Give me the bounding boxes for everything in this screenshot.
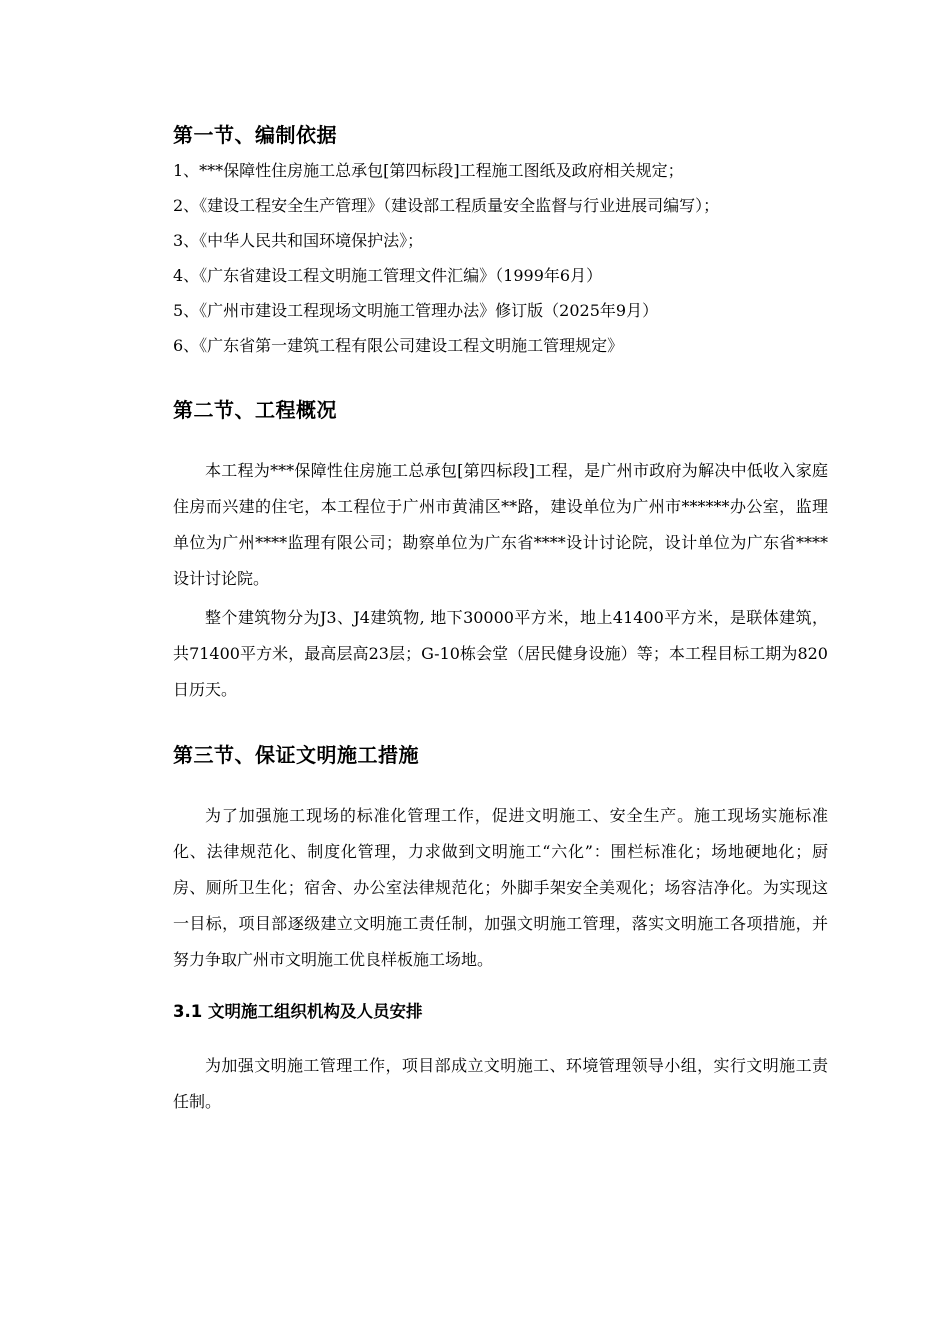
subsection-3-1-heading: 3.1 文明施工组织机构及人员安排 — [173, 1002, 423, 1021]
basis-item-6: 6、《广东省第一建筑工程有限公司建设工程文明施工管理规定》 — [173, 336, 624, 355]
overview-paragraph-1: 本工程为***保障性住房施工总承包[第四标段]工程，是广州市政府为解决中低收入家庭住房而兴建的住宅，本工程位于广州市黄浦区**路，建设单位为广州市******办公室，监理单位为广州****监理有限公司；勘察单位为广东省****设计讨论院，设计单位为广东省****设计讨论院。 — [173, 461, 828, 588]
subsection-3-1-paragraph: 为加强文明施工管理工作，项目部成立文明施工、环境管理领导小组，实行文明施工责任制。 — [173, 1056, 828, 1111]
document-page — [173, 120, 828, 1120]
section-3-heading: 第三节、保证文明施工措施 — [173, 743, 419, 767]
basis-item-2: 2、《建设工程安全生产管理》（建设部工程质量安全监督与行业进展司编写）； — [173, 196, 720, 215]
overview-body — [173, 453, 828, 708]
measures-body — [173, 798, 828, 978]
overview-paragraph-2: 整个建筑物分为J3、J4建筑物, 地下30000平方米，地上41400平方米，是联体建筑，共71400平方米，最高层高23层；G-10栋会堂（居民健身设施）等；本工程目标工期为820日历天。 — [173, 608, 828, 699]
basis-item-1: 1、***保障性住房施工总承包[第四标段]工程施工图纸及政府相关规定； — [173, 161, 684, 180]
section-1-heading: 第一节、编制依据 — [173, 123, 337, 147]
basis-item-4: 4、《广东省建设工程文明施工管理文件汇编》（1999年6月） — [173, 266, 603, 285]
measures-paragraph-1: 为了加强施工现场的标准化管理工作，促进文明施工、安全生产。施工现场实施标准化、法律规范化、制度化管理，力求做到文明施工“六化”：围栏标准化；场地硬地化；厨房、厕所卫生化；宿舍、办公室法律规范化；外脚手架安全美观化；场容洁净化。为实现这一目标，项目部逐级建立文明施工责任制，加强文明施工管理，落实文明施工各项措施，并努力争取广州市文明施工优良样板施工场地。 — [173, 806, 828, 969]
section-2-heading: 第二节、工程概况 — [173, 398, 337, 422]
basis-list — [173, 153, 828, 363]
basis-item-5: 5、《广州市建设工程现场文明施工管理办法》修订版（2025年9月） — [173, 301, 659, 320]
basis-item-3: 3、《中华人民共和国环境保护法》； — [173, 231, 424, 250]
subsection-3-1-body — [173, 1048, 828, 1120]
